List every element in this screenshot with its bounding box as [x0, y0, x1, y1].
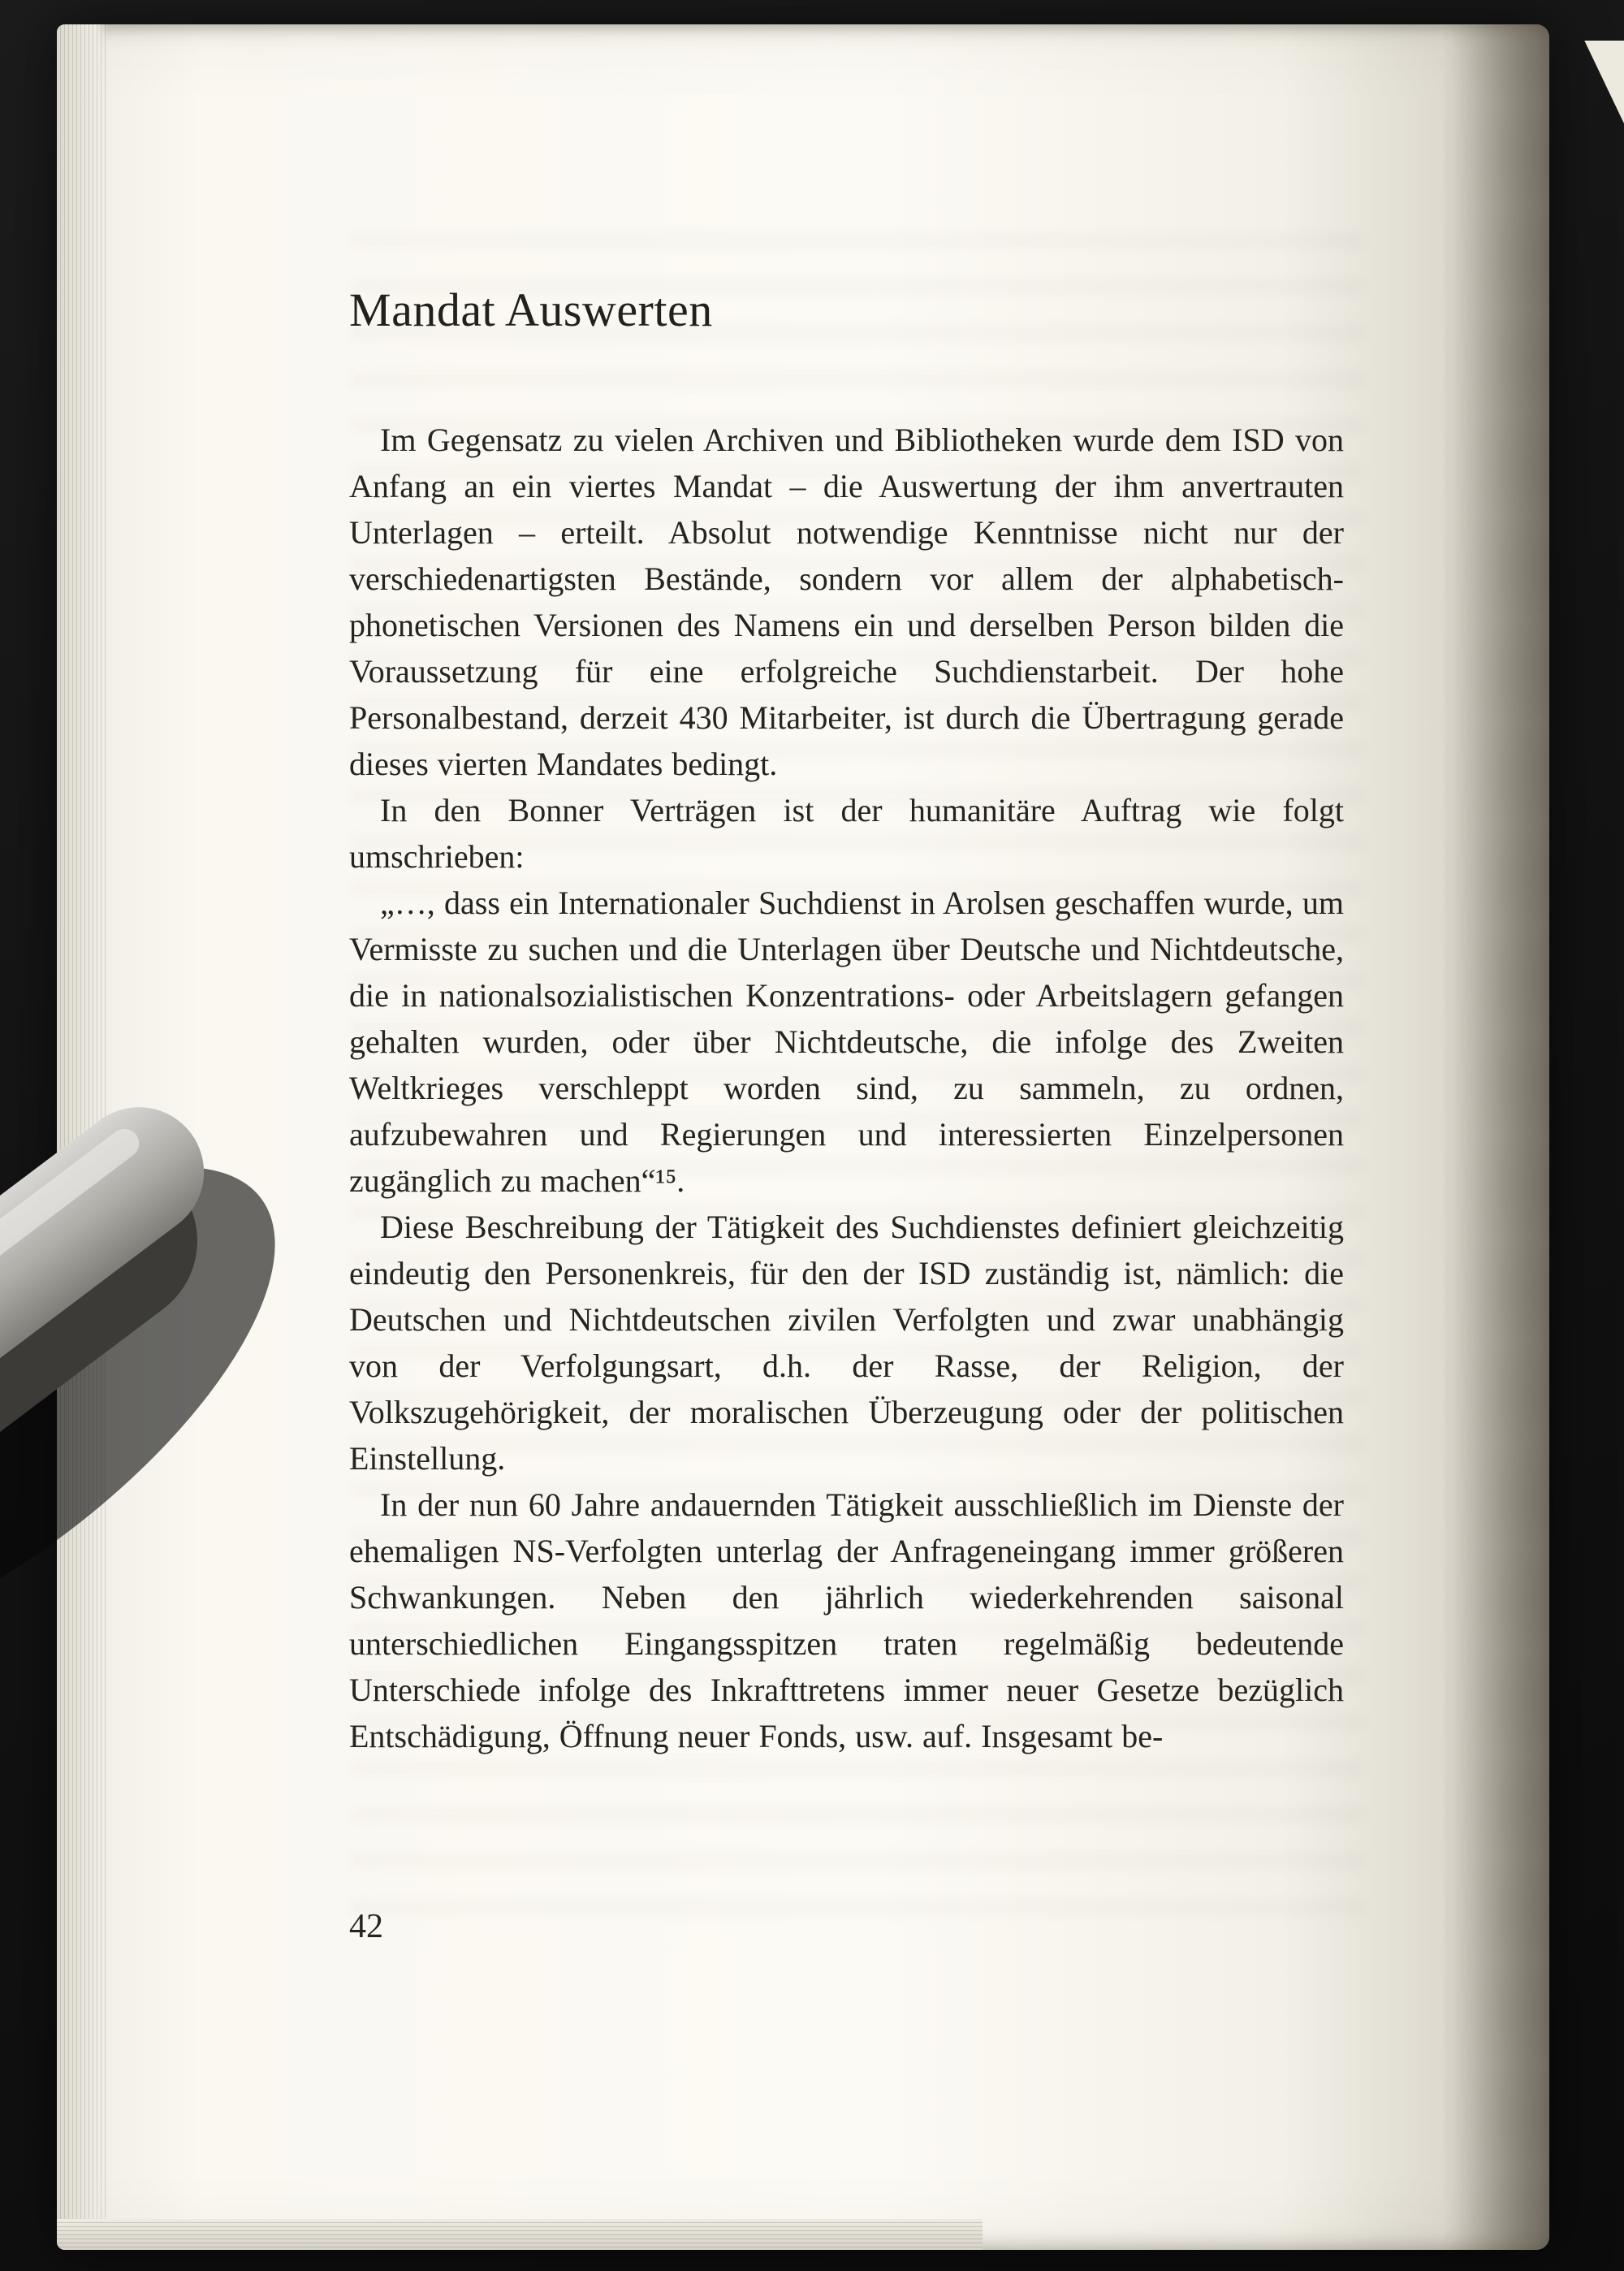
- page-gutter-shadow: [1452, 24, 1549, 2250]
- paragraph-1: Im Gegensatz zu vielen Archiven und Bibliotheken wurde dem ISD von Anfang an ein viertes Mandat – die Auswertung der ihm anvertrauten Unterlagen – erteilt. Absolut notwendige Kenntnisse nicht nur der verschiedenartigsten Bestände, sondern vor allem der alphabetisch-phonetischen Versionen des Namens ein und derselben Person bilden die Voraussetzung für eine erfolgreiche Suchdienstarbeit. Der hohe Personalbestand, derzeit 430 Mitarbeiter, ist durch die Übertragung gerade dieses vierten Mandates bedingt.: [349, 422, 1344, 782]
- page-fore-edge-bottom: [57, 2219, 983, 2250]
- chapter-heading: Mandat Auswerten: [349, 283, 713, 336]
- paragraph-4: Diese Beschreibung der Tätigkeit des Suchdienstes definiert gleichzeitig eindeutig den Personenkreis, für den der ISD zuständig ist, nämlich: die Deutschen und Nichtdeutschen zivilen Verfolgten und zwar unabhängig von der Verfolgungsart, d.h. der Rasse, der Religion, der Volkszugehörigkeit, der moralischen Überzeugung oder der politischen Einstellung.: [349, 1209, 1344, 1477]
- paragraph-3-quote: „…, dass ein Internationaler Suchdienst in Arolsen geschaffen wurde, um Vermisste zu suchen und die Unterlagen über Deutsche und Nichtdeutsche, die in nationalsozialistischen Konzentrations- oder Arbeitslagern gefangen gehalten wurden, oder über Nichtdeutsche, die infolge des Zweiten Weltkrieges verschleppt worden sind, zu sammeln, zu ordnen, aufzubewahren und Regierungen und interessierten Einzelpersonen zugänglich zu machen“¹⁵.: [349, 885, 1344, 1199]
- adjacent-page-corner: [1577, 41, 1624, 123]
- text-column: [349, 283, 1344, 1759]
- paragraph-5: In der nun 60 Jahre andauernden Tätigkeit ausschließlich im Dienste der ehemaligen NS-Verfolgten unterlag der Anfrageneingang immer größeren Schwankungen. Neben den jährlich wiederkehrenden saisonal unterschiedlichen Eingangsspitzen traten regelmäßig bedeutende Unterschiede infolge des Inkrafttretens immer neuer Gesetze bezüglich Entschädigung, Öffnung neuer Fonds, usw. auf. Insgesamt be-: [349, 1486, 1344, 1754]
- page-number: 42: [349, 1908, 383, 1945]
- paragraph-2: In den Bonner Verträgen ist der humanitäre Auftrag wie folgt umschrieben:: [349, 792, 1344, 875]
- letter-opener: [0, 958, 374, 1754]
